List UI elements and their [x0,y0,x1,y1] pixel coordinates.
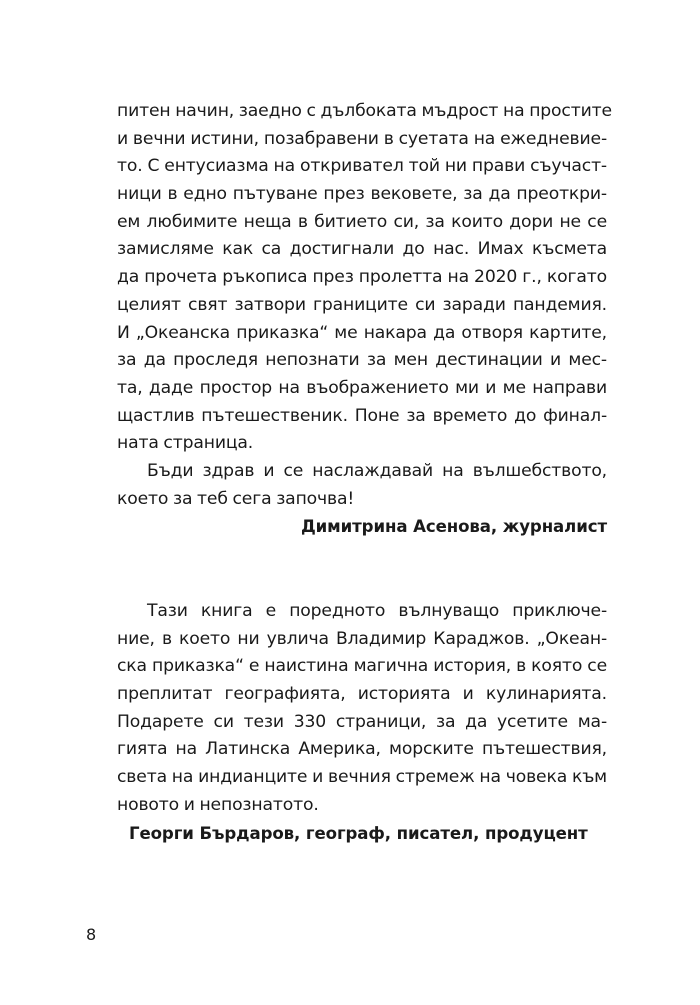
text-line: Подарете си тези 330 страници, за да усетите ма- [117,711,607,732]
text-line: питен начин, заедно с дълбоката мъдрост на простите [117,101,612,121]
text-line: и вечни истини, позабравени в суетата на ежедневие- [117,128,607,149]
text-block-bottom [117,598,607,847]
text-line: Тази книга е поредното вълнуващо приключе- [147,601,607,621]
page-number: 8 [86,925,97,944]
text-line: ние, в което ни увлича Владимир Караджов. „Океан- [117,628,607,649]
text-line: Бъди здрав и се наслаждавай на вълшебството, [147,460,607,481]
text-line: ници в едно пътуване през вековете, за да преоткри- [117,184,607,205]
signature-author-2: Георги Бърдаров, географ, писател, продуцент [129,823,588,843]
text-line: света на индианците и вечния стремеж на човека към [117,767,607,788]
signature-author-1: Димитрина Асенова, журналист [300,517,607,537]
text-line: преплитат географията, историята и кулинарията. [117,684,607,705]
text-line: ната страница. [117,433,254,454]
text-block-top [117,98,612,541]
text-line: то. С ентусиазма на откривател той ни прави съучаст- [117,156,607,177]
text-line: ем любимите неща в битието си, за които дори не се [117,211,607,232]
text-line: И „Океанска приказка“ ме накара да отворя картите, [117,322,607,343]
text-line: гията на Латинска Америка, морските пътешествия, [117,739,607,760]
text-line: та, даде простор на въображението ми и ме направи [117,377,607,398]
text-line: което за теб сега започва! [117,488,355,509]
text-line: да прочета ръкописа през пролетта на 2020 г., когато [117,267,607,288]
text-line: целият свят затвори границите си заради пандемия. [117,294,607,315]
text-line: щастлив пътешественик. Поне за времето до финал- [117,405,607,426]
text-line: за да проследя непознати за мен дестинации и мес- [117,350,607,371]
text-line: ска приказка“ е наистина магична история, в която се [117,656,607,677]
text-line: новото и непознатото. [117,794,319,815]
text-line: замисляме как са достигнали до нас. Имах късмета [117,239,607,260]
